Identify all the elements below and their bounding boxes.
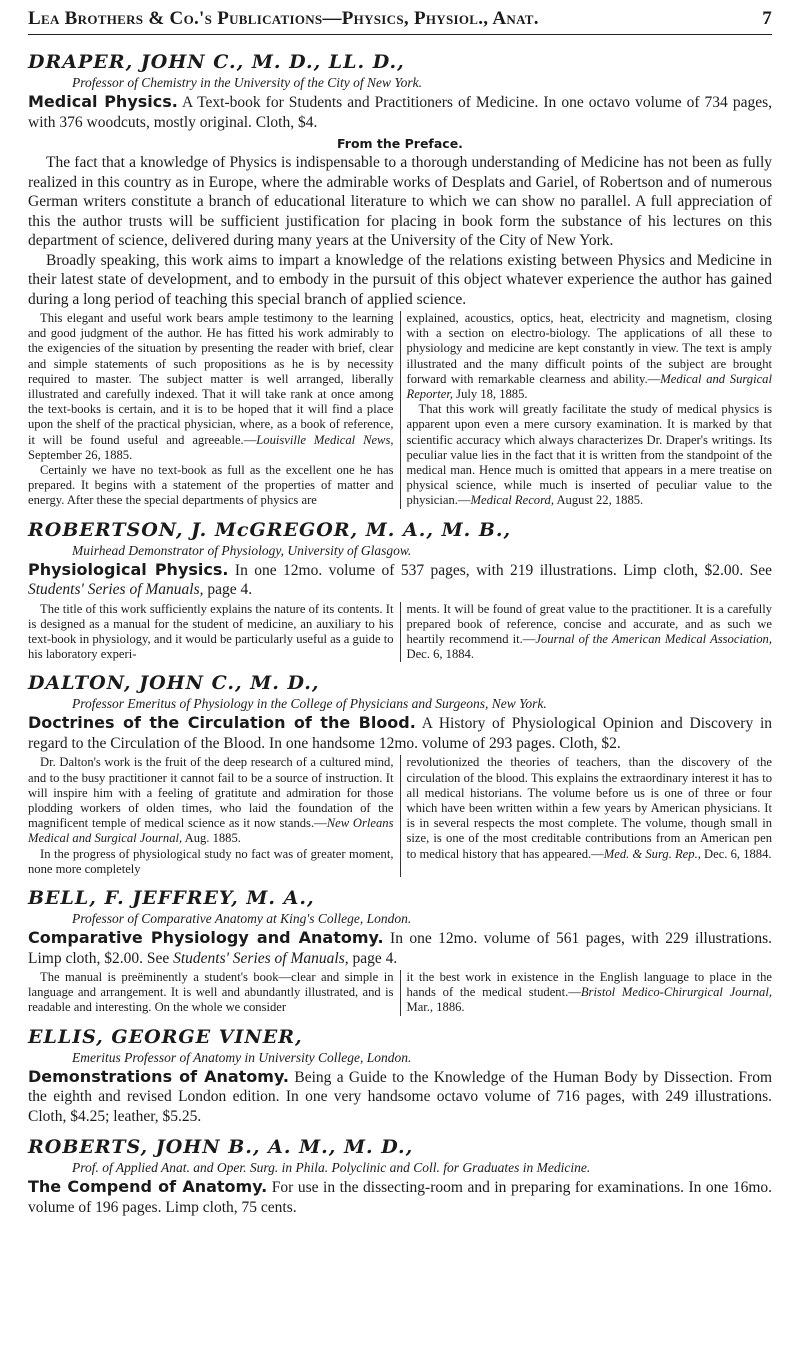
- review-paragraph: revolutionized the theories of teachers, than the discovery of the circulation of the blood. This explains the extraordinary interest it has to all medical historians. The volume before us is one of three or four which have been written within a few years by American physicians. It is in several respects the most complete. The volume, though small in size, is one of the most creditable contributions from an American pen to medical history that has appeared.—Med. & Surg. Rep., Dec. 6, 1884.: [406, 755, 772, 861]
- book-description: [28, 713, 772, 753]
- reviews-right-column: [401, 602, 773, 663]
- preface: [28, 153, 772, 309]
- preface-heading: From the Preface.: [337, 136, 463, 151]
- author-position: Emeritus Professor of Anatomy in University College, London.: [72, 1049, 412, 1065]
- page-number: 7: [762, 8, 772, 29]
- reviews: [28, 970, 772, 1016]
- review-paragraph: The title of this work sufficiently explains the nature of its contents. It is designed as a manual for the student of medicine, an auxiliary to his text-book in physiology, and it would be particularly useful as a guide to his laboratory experi-: [28, 601, 394, 662]
- book-title: Doctrines of the Circulation of the Blood.: [28, 713, 416, 733]
- review-paragraph: Certainly we have no text-book as full as the excellent one he has prepared. It begins with a statement of the properties of matter and energy. After these the special departments of physics are: [28, 463, 394, 508]
- author-name: DRAPER, JOHN C., M. D., LL. D.,: [28, 51, 405, 73]
- reviews-left-column: [28, 602, 401, 663]
- entry-dalton: [28, 672, 772, 877]
- reviews-right-column: [401, 311, 773, 509]
- preface-paragraph: The fact that a knowledge of Physics is indispensable to a thorough understanding of Medicine has not been as fully realized in this country as in Europe, where the admirable works of Desplats and Gariel, of Robertson and of numerous German writers constitute a branch of educational literature to which we can show no parallel. A full appreciation of this the author trusts will be sufficient justification for placing in book form the substance of his lectures on this department of science, delivered during many years at the University of the City of New York.: [28, 154, 772, 249]
- entry-robertson: [28, 519, 772, 663]
- book-details: Being a Guide to the Knowledge of the Human Body by Dissection. From the eighth and revised London edition. In one very handsome octavo volume of 716 pages, with 249 illustrations. Cloth, $4.25; leather, $5.25.: [28, 1068, 773, 1125]
- reviews-left-column: [28, 970, 401, 1016]
- book-description: Physiological Physics. In one 12mo. volume of 537 pages, with 219 illustrations. Limp cloth, $2.00. See Students' Series of Manuals, page 4.: [28, 559, 773, 599]
- reviews: [28, 602, 772, 663]
- book-details: A Text-book for Students and Practitioners of Medicine. In one octavo volume of 734 pages, with 376 woodcuts, mostly original. Cloth, $4.: [28, 94, 773, 131]
- book-title: Physiological Physics.: [28, 559, 229, 579]
- running-title: Lea Brothers & Co.'s Publications—Physics, Physiol., Anat.: [28, 8, 539, 29]
- review-paragraph: it the best work in existence in the English language to place in the hands of the medical student.—Bristol Medico-Chirurgical Journal, Mar., 1886.: [406, 970, 772, 1015]
- review-paragraph: Dr. Dalton's work is the fruit of the deep research of a cultured mind, and to the busy practitioner it cannot fail to be a source of instruction. It will inspire him with a feeling of gratitute and admiration for those plodding workers of olden times, who laid the foundation of the magnificent temple of medical science as it now stands.—New Orleans Medical and Surgical Journal, Aug. 1885.: [28, 755, 394, 846]
- author-name: BELL, F. JEFFREY, M. A.,: [28, 887, 315, 910]
- reviews: [28, 755, 772, 877]
- preface-paragraph: Broadly speaking, this work aims to impart a knowledge of the relations existing between Physics and Medicine in their latest state of development, and to embody in the pursuit of this object whatever experience the author has gained during a long period of teaching this special branch of applied science.: [28, 251, 772, 308]
- reviews-left-column: [28, 311, 401, 509]
- entry-draper: [28, 51, 772, 509]
- entry-ellis: [28, 1026, 772, 1127]
- review-paragraph: explained, acoustics, optics, heat, electricity and magnetism, closing with a section on electro-biology. The applications of all these to physiology and medicine are kept constantly in view. The text is amply illustrated and the many difficult points of the subject are brought forward with remarkable clearness and ability.—Medical and Surgical Reporter, July 18, 1885.: [406, 311, 772, 402]
- review-paragraph: That this work will greatly facilitate the study of medical physics is apparent upon even a mere cursory examination. It is marked by that scientific accuracy which always characterizes Dr. Draper's writings. Its peculiar value lies in the fact that it is written from the standpoint of the medical man. Hence much is omitted that appears in a mere treatise on physical science, while much is inserted of peculiar value to the physician.—Medical Record, August 22, 1885.: [406, 402, 772, 508]
- reviews-right-column: [401, 755, 773, 877]
- page: [28, 0, 772, 1217]
- book-description: [28, 1067, 772, 1127]
- book-description: [28, 1177, 772, 1217]
- author-position: Professor Emeritus of Physiology in the College of Physicians and Surgeons, New York.: [72, 696, 547, 712]
- book-details: For use in the dissecting-room and in preparing for examinations. In one 16mo. volume of 196 pages. Limp cloth, 75 cents.: [28, 1179, 773, 1216]
- running-header: [28, 8, 772, 35]
- reviews-left-column: [28, 755, 401, 877]
- book-title: Medical Physics.: [28, 92, 178, 111]
- book-details: A History of Physiological Opinion and Discovery in regard to the Circulation of the Blood. In one handsome 12mo. volume of 293 pages. Cloth, $2.: [28, 715, 772, 752]
- author-position: Prof. of Applied Anat. and Oper. Surg. in Phila. Polyclinic and Coll. for Graduates in Medicine.: [72, 1160, 591, 1176]
- entry-bell: [28, 887, 772, 1016]
- book-title: The Compend of Anatomy.: [28, 1177, 268, 1197]
- author-name: ROBERTSON, J. McGREGOR, M. A., M. B.,: [28, 518, 512, 541]
- review-paragraph: ments. It will be found of great value to the practitioner. It is a carefully prepared book of reference, concise and accurate, and as such we heartily recommend it.—Journal of the American Medical Association, Dec. 6, 1884.: [406, 601, 772, 662]
- author-name: ROBERTS, JOHN B., A. M., M. D.,: [28, 1136, 414, 1159]
- author-name: ELLIS, GEORGE VINER,: [28, 1025, 303, 1048]
- book-description: [28, 92, 772, 132]
- review-paragraph: In the progress of physiological study no fact was of greater moment, none more completely: [28, 846, 394, 876]
- author-name: DALTON, JOHN C., M. D.,: [28, 672, 320, 695]
- book-title: Comparative Physiology and Anatomy.: [28, 928, 384, 948]
- author-position: Professor of Chemistry in the University of the City of New York.: [72, 75, 422, 90]
- author-position: Muirhead Demonstrator of Physiology, University of Glasgow.: [72, 542, 412, 558]
- entry-roberts: [28, 1136, 772, 1217]
- reviews-right-column: [401, 970, 773, 1016]
- book-title: Demonstrations of Anatomy.: [28, 1066, 290, 1086]
- book-description: Comparative Physiology and Anatomy. In one 12mo. volume of 561 pages, with 229 illustrations. Limp cloth, $2.00. See Students' Series of Manuals, page 4.: [28, 928, 773, 967]
- reviews: [28, 311, 772, 509]
- review-paragraph: This elegant and useful work bears ample testimony to the learning and good judgment of the author. He has fitted his work admirably to the exigencies of the situation by presenting the reader with brief, clear and simple statements of such propositions as he is by necessity required to master. The subject matter is well arranged, liberally illustrated and carefully indexed. That it will take rank at once among the text-books is certain, and it is to be hoped that it will find a place upon the shelf of the practical physician, where, as a book of reference, it will be found useful and agreeable.—Louisville Medical News, September 26, 1885.: [28, 311, 394, 462]
- review-paragraph: The manual is preëminently a student's book—clear and simple in language and arrangement. It is well and abundantly illustrated, and is readable and interesting. On the whole we consider: [28, 970, 394, 1015]
- author-position: Professor of Comparative Anatomy at King's College, London.: [72, 911, 412, 927]
